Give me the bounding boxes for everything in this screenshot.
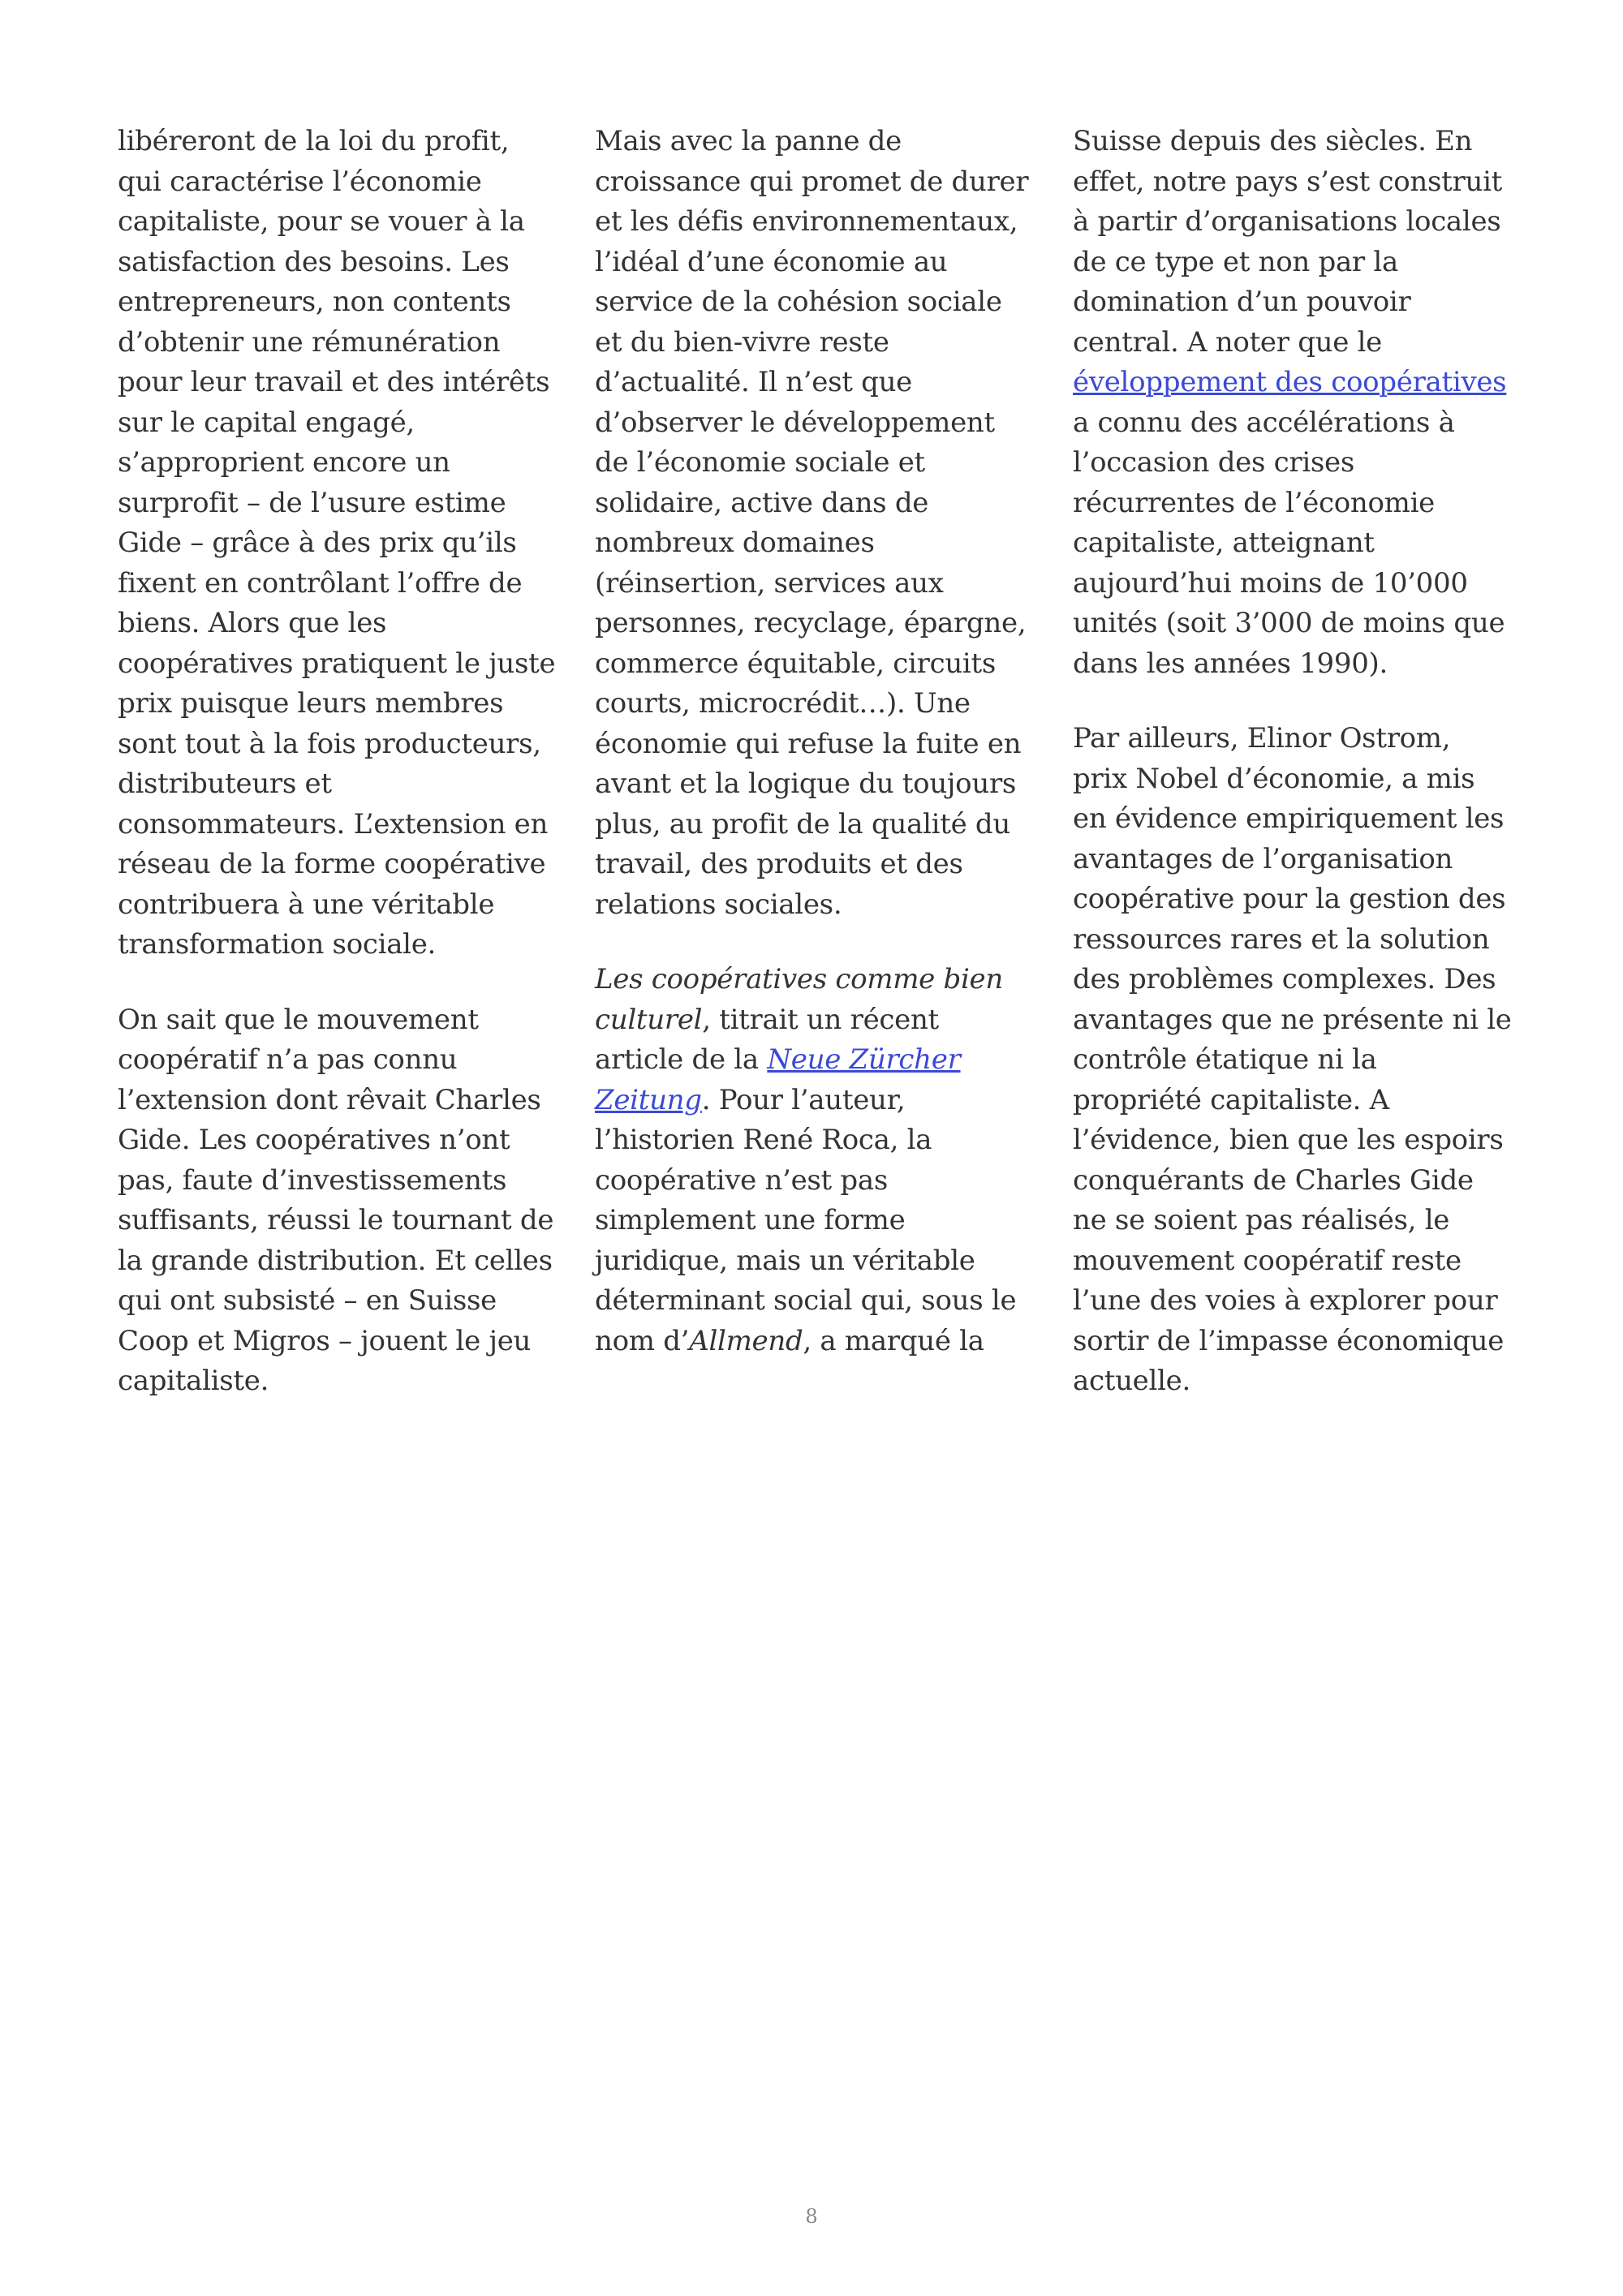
text-line: d’obtenir une rémunération — [118, 325, 501, 359]
text-line: suffisants, réussi le tournant de — [118, 1204, 554, 1236]
text-line: récurrentes de l’économie — [1073, 486, 1435, 519]
text-line: On sait que le mouvement — [118, 1003, 479, 1036]
text-line: l’évidence, bien que les espoirs — [1073, 1124, 1504, 1156]
text-line: Gide – grâce à des prix qu’ils — [118, 527, 517, 559]
text-line: des problèmes complexes. Des — [1073, 963, 1496, 995]
text-span: . Pour l’auteur, — [701, 1083, 906, 1116]
text-line: l’occasion des crises — [1073, 446, 1355, 479]
page-number: 8 — [805, 2205, 818, 2228]
text-line: entrepreneurs, non contents — [118, 286, 511, 318]
text-line: conquérants de Charles Gide — [1073, 1163, 1474, 1197]
text-line: qui caractérise l’économie — [118, 165, 482, 198]
paragraph — [595, 122, 1049, 925]
text-line: économie qui refuse la fuite en — [595, 727, 1022, 760]
text-line: de ce type et non par la — [1073, 245, 1398, 278]
text-line: contribuera à une véritable — [118, 888, 495, 921]
paragraph-gap — [595, 925, 1049, 960]
text-line: d’actualité. Il n’est que — [595, 366, 913, 398]
text-line: capitaliste, pour se vouer à la — [118, 205, 525, 238]
text-line: personnes, recyclage, épargne, — [595, 607, 1027, 639]
cooperatives-development-link[interactable]: éveloppement des coopératives — [1073, 366, 1507, 398]
text-span: nom d’ — [595, 1324, 690, 1357]
paragraph-gap — [1073, 684, 1527, 719]
text-line: commerce équitable, circuits — [595, 647, 996, 680]
text-line: et du bien-vivre reste — [595, 325, 889, 359]
text-line: actuelle. — [1073, 1365, 1190, 1397]
text-line: l’idéal d’une économie au — [595, 245, 948, 278]
text-line: réseau de la forme coopérative — [118, 848, 546, 880]
text-line: solidaire, active dans de — [595, 486, 929, 519]
text-line: l’historien René Roca, la — [595, 1124, 932, 1156]
text-line: pas, faute d’investissements — [118, 1163, 507, 1197]
text-line: ne se soient pas réalisés, le — [1073, 1204, 1450, 1236]
text-line: capitaliste. — [118, 1365, 269, 1397]
column-2 — [595, 122, 1049, 1361]
text-span: article de la — [595, 1043, 768, 1076]
text-line: satisfaction des besoins. Les — [118, 245, 510, 278]
text-line: juridique, mais un véritable — [595, 1244, 975, 1277]
text-line: central. A noter que le — [1073, 325, 1382, 359]
text-line: dans les années 1990). — [1073, 647, 1388, 680]
text-line: mouvement coopératif reste — [1073, 1244, 1462, 1277]
nzz-link[interactable]: Zeitung — [595, 1083, 702, 1116]
text-line: domination d’un pouvoir — [1073, 286, 1411, 318]
text-line: prix Nobel d’économie, a mis — [1073, 762, 1475, 795]
text-line: coopératif n’a pas connu — [118, 1043, 458, 1076]
text-line: sont tout à la fois producteurs, — [118, 727, 541, 760]
text-line: consommateurs. L’extension en — [118, 807, 549, 841]
text-line: Coop et Migros – jouent le jeu — [118, 1324, 532, 1357]
text-line: fixent en contrôlant l’offre de — [118, 566, 523, 600]
allmend-italic: Allmend — [689, 1324, 803, 1357]
text-line: simplement une forme — [595, 1204, 906, 1236]
text-line: Gide. Les coopératives n’ont — [118, 1124, 510, 1156]
text-line: pour leur travail et des intérêts — [118, 366, 550, 398]
paragraph — [118, 122, 572, 965]
text-line: relations sociales. — [595, 888, 842, 921]
text-line: plus, au profit de la qualité du — [595, 807, 1010, 841]
text-span: , titrait un récent — [702, 1003, 939, 1036]
text-line: courts, microcrédit…). Une — [595, 687, 971, 720]
text-line: avantages de l’organisation — [1073, 842, 1453, 875]
text-line: distributeurs et — [118, 767, 332, 800]
text-line — [595, 1000, 1049, 1041]
paragraph — [1073, 719, 1527, 1402]
text-line — [595, 960, 1049, 1000]
text-line: croissance qui promet de durer — [595, 165, 1029, 198]
text-line: contrôle étatique ni la — [1073, 1043, 1377, 1076]
text-line: à partir d’organisations locales — [1073, 205, 1501, 238]
text-line: l’extension dont rêvait Charles — [118, 1083, 541, 1116]
text-line: effet, notre pays s’est construit — [1073, 165, 1503, 198]
text-line: sortir de l’impasse économique — [1073, 1324, 1505, 1357]
text-line: nombreux domaines — [595, 527, 875, 559]
column-3 — [1073, 122, 1527, 1402]
text-line: coopérative pour la gestion des — [1073, 883, 1506, 915]
paragraph — [595, 960, 1049, 1361]
text-line: et les défis environnementaux, — [595, 205, 1018, 238]
text-line: service de la cohésion sociale — [595, 286, 1002, 318]
text-line — [595, 1322, 1049, 1362]
text-span: , a marqué la — [803, 1324, 984, 1357]
column-1 — [118, 122, 572, 1402]
paragraph-gap — [118, 965, 572, 1000]
text-line — [1073, 363, 1527, 403]
article-title-italic: Les coopératives comme bien — [595, 963, 1003, 995]
text-line: prix puisque leurs membres — [118, 687, 504, 720]
text-line: l’une des voies à explorer pour — [1073, 1284, 1498, 1317]
text-line: en évidence empiriquement les — [1073, 802, 1505, 835]
text-line: Par ailleurs, Elinor Ostrom, — [1073, 722, 1451, 755]
text-line: (réinsertion, services aux — [595, 566, 944, 600]
text-line: de l’économie sociale et — [595, 446, 925, 479]
text-line: Mais avec la panne de — [595, 125, 902, 157]
text-line: ressources rares et la solution — [1073, 922, 1490, 956]
text-line: déterminant social qui, sous le — [595, 1284, 1017, 1317]
text-line — [595, 1040, 1049, 1081]
text-line: s’approprient encore un — [118, 446, 450, 479]
text-line — [595, 1081, 1049, 1121]
text-line: sur le capital engagé, — [118, 406, 415, 439]
text-line: surprofit – de l’usure estime — [118, 486, 506, 519]
text-line: capitaliste, atteignant — [1073, 527, 1375, 559]
article-title-italic: culturel — [595, 1003, 703, 1036]
text-line: qui ont subsisté – en Suisse — [118, 1284, 497, 1317]
text-line: transformation sociale. — [118, 928, 437, 961]
text-line: propriété capitaliste. A — [1073, 1083, 1389, 1116]
text-line: la grande distribution. Et celles — [118, 1244, 553, 1277]
paragraph — [1073, 122, 1527, 684]
text-line: travail, des produits et des — [595, 848, 963, 880]
text-line: avantages que ne présente ni le — [1073, 1003, 1512, 1036]
paragraph — [118, 1000, 572, 1402]
text-line: a connu des accélérations à — [1073, 406, 1455, 439]
nzz-link[interactable]: Neue Zürcher — [767, 1043, 961, 1076]
text-line: coopérative n’est pas — [595, 1163, 888, 1197]
text-line: biens. Alors que les — [118, 607, 387, 639]
text-line: d’observer le développement — [595, 406, 995, 439]
text-line: Suisse depuis des siècles. En — [1073, 125, 1473, 157]
text-line: avant et la logique du toujours — [595, 767, 1017, 800]
text-line: coopératives pratiquent le juste — [118, 647, 556, 680]
text-line: libéreront de la loi du profit, — [118, 125, 510, 157]
text-line: unités (soit 3’000 de moins que — [1073, 607, 1505, 639]
text-line: aujourd’hui moins de 10’000 — [1073, 566, 1468, 600]
